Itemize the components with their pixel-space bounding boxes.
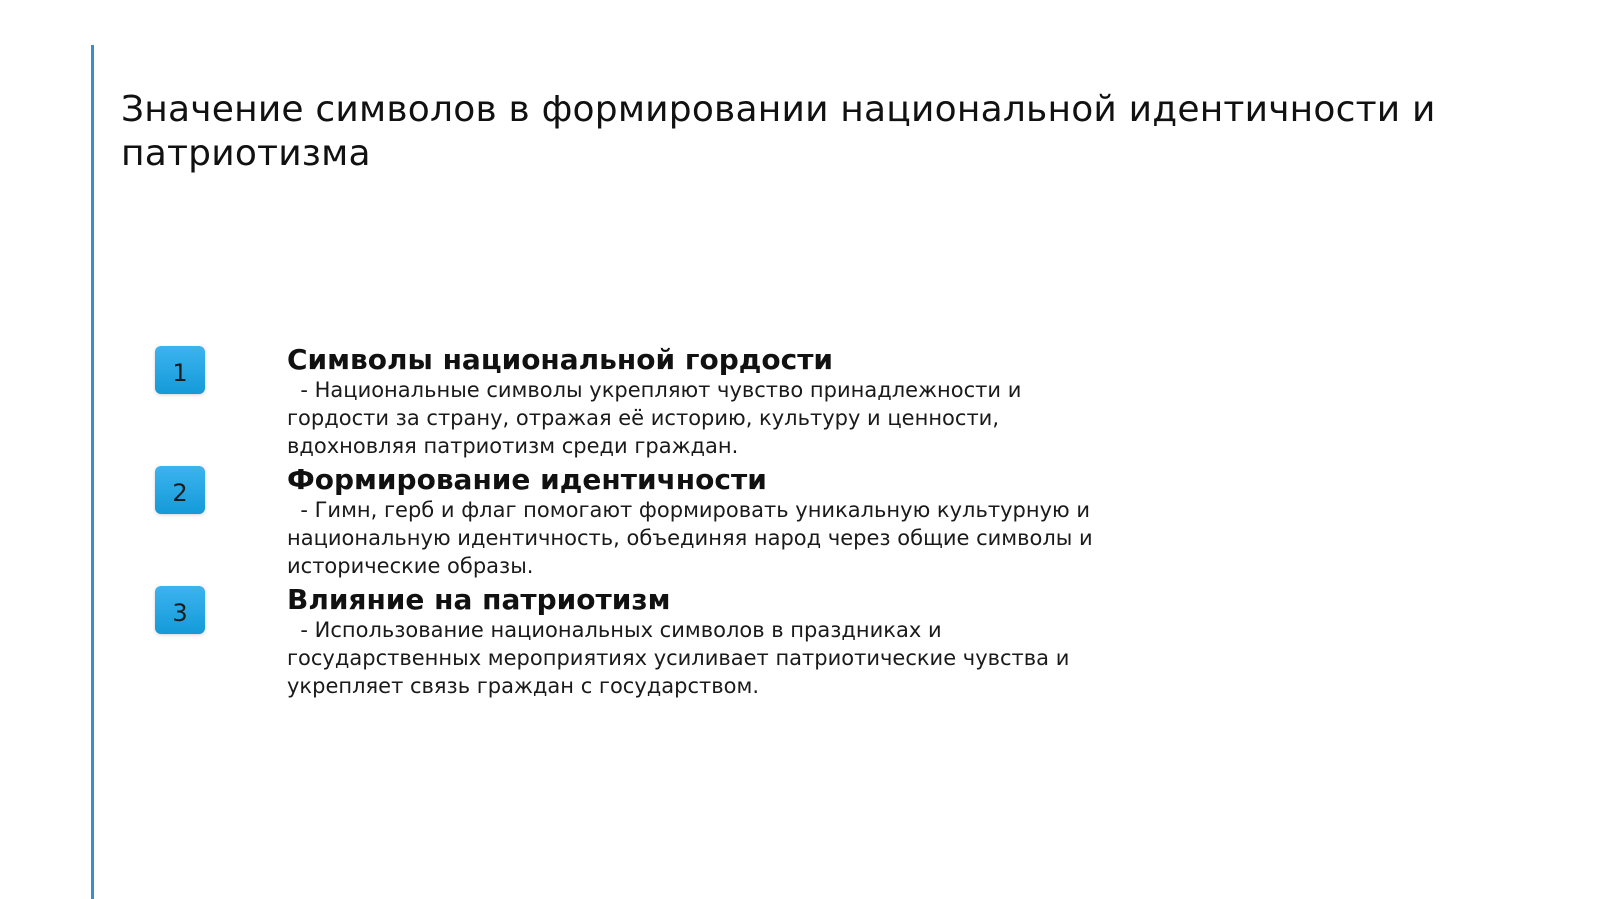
item-body: - Использование национальных символов в праздниках и государственных мероприятиях усиливает патриотические чувства и укрепляет связь граждан с государством. (287, 618, 1077, 698)
item-heading: Формирование идентичности (287, 463, 767, 496)
item-heading: Влияние на патриотизм (287, 583, 671, 616)
item-text (287, 584, 1107, 700)
number-badge (155, 346, 205, 394)
slide-title: Значение символов в формировании национальной идентичности и патриотизма (121, 89, 1436, 174)
badge-number: 3 (172, 599, 188, 627)
item-text (287, 464, 1107, 580)
item-body: - Национальные символы укрепляют чувство принадлежности и гордости за страну, отражая её историю, культуру и ценности, вдохновляя патриотизм среди граждан. (287, 378, 1029, 458)
badge-number: 1 (172, 359, 188, 387)
item-body: - Гимн, герб и флаг помогают формировать уникальную культурную и национальную идентичность, объединяя народ через общие символы и исторические образы. (287, 498, 1100, 578)
number-badge (155, 586, 205, 634)
item-heading: Символы национальной гордости (287, 343, 834, 376)
badge-number: 2 (172, 479, 188, 507)
item-text (287, 344, 1107, 460)
number-badge (155, 466, 205, 514)
